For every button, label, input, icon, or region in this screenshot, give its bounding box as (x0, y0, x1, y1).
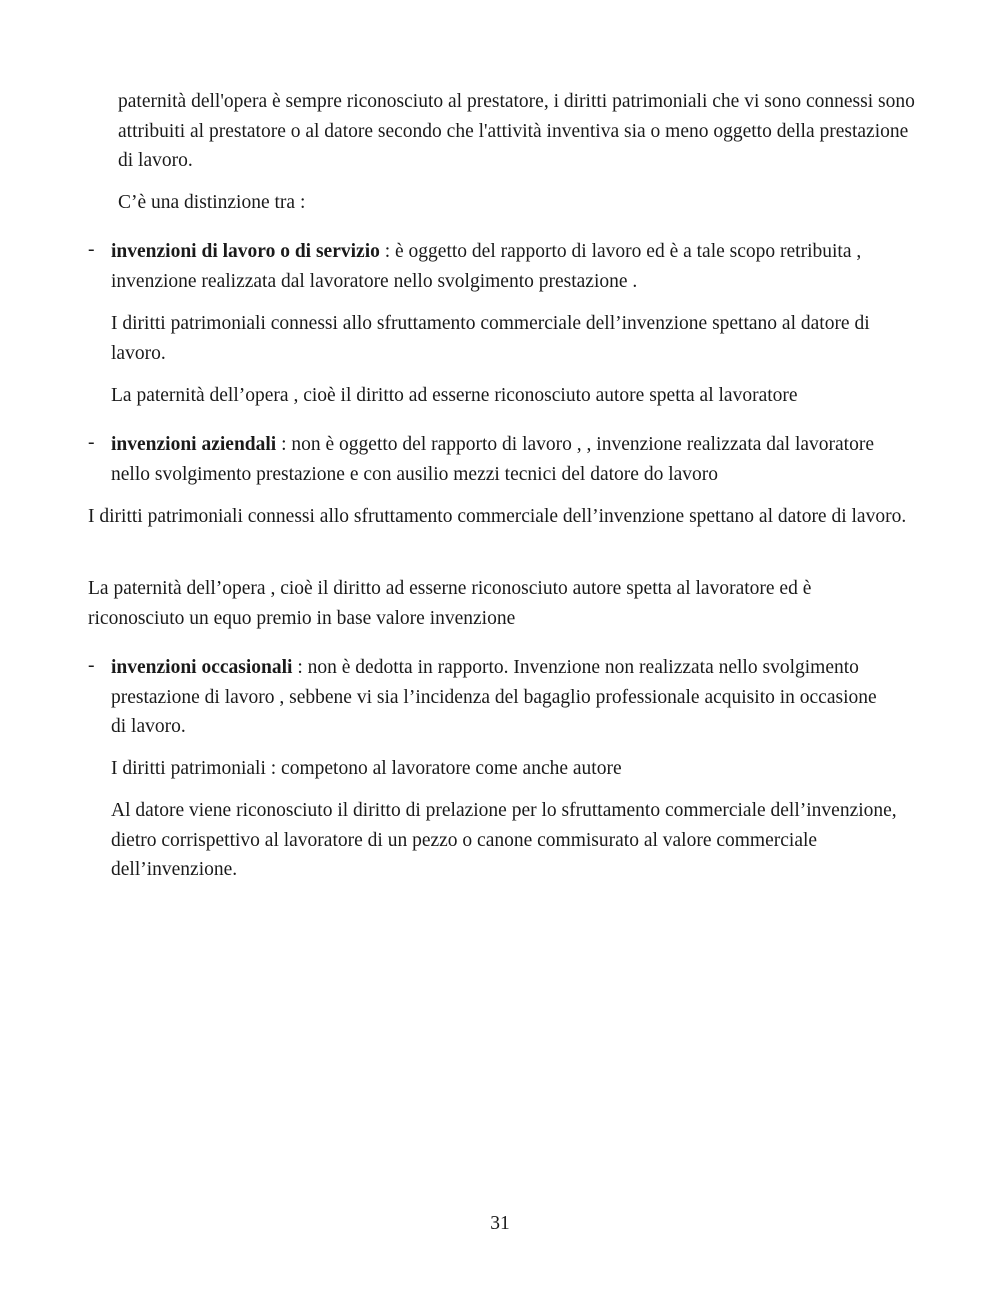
item-paragraph: I diritti patrimoniali : competono al lavoratore come anche autore (111, 758, 622, 779)
bullet-dash: - (88, 432, 95, 453)
list-item-invenzioni-aziendali (111, 430, 911, 489)
item-paragraph: La paternità dell’opera , cioè il diritto ad esserne riconosciuto autore spetta al lavoratore ed è riconosciuto un equo premio in base valore invenzione (88, 578, 812, 629)
list-item-invenzioni-occasionali (111, 653, 881, 742)
term-definition: : è oggetto del rapporto di lavoro ed è a tale scopo retribuita , invenzione realizzata dal lavoratore nello svolgimento prestazione . (111, 241, 862, 292)
item-paragraph: I diritti patrimoniali connessi allo sfruttamento commerciale dell’invenzione spettano al datore di lavoro. (88, 506, 907, 527)
bullet-dash: - (88, 239, 95, 260)
intro-paragraph: paternità dell'opera è sempre riconosciuto al prestatore, i diritti patrimoniali che vi sono connessi sono attribuiti al prestatore o al datore secondo che l'attività inventiva sia o meno oggetto della prestazione di lavoro. (118, 91, 915, 171)
item-paragraph: La paternità dell’opera , cioè il diritto ad esserne riconosciuto autore spetta al lavoratore (111, 385, 798, 406)
term-definition: : non è oggetto del rapporto di lavoro , , invenzione realizzata dal lavoratore nello svolgimento prestazione e con ausilio mezzi tecnici del datore do lavoro (111, 434, 875, 485)
term-label: invenzioni di lavoro o di servizio (111, 241, 380, 262)
term-label: invenzioni occasionali (111, 657, 293, 678)
item-paragraph: I diritti patrimoniali connessi allo sfruttamento commerciale dell’invenzione spettano al datore di lavoro. (111, 313, 870, 364)
distinction-paragraph: C’è una distinzione tra : (118, 192, 306, 213)
bullet-dash: - (88, 655, 95, 676)
list-item-invenzioni-di-lavoro (111, 237, 871, 296)
term-label: invenzioni aziendali (111, 434, 277, 455)
term-definition: : non è dedotta in rapporto. Invenzione non realizzata nello svolgimento prestazione di lavoro , sebbene vi sia l’incidenza del bagaglio professionale acquisito in occasione di lavoro. (111, 657, 877, 737)
item-paragraph: Al datore viene riconosciuto il diritto di prelazione per lo sfruttamento commerciale dell’invenzione, dietro corrispettivo al lavoratore di un pezzo o canone commisurato al valore commerciale dell’invenzione. (111, 800, 897, 880)
page-number: 31 (490, 1213, 510, 1234)
